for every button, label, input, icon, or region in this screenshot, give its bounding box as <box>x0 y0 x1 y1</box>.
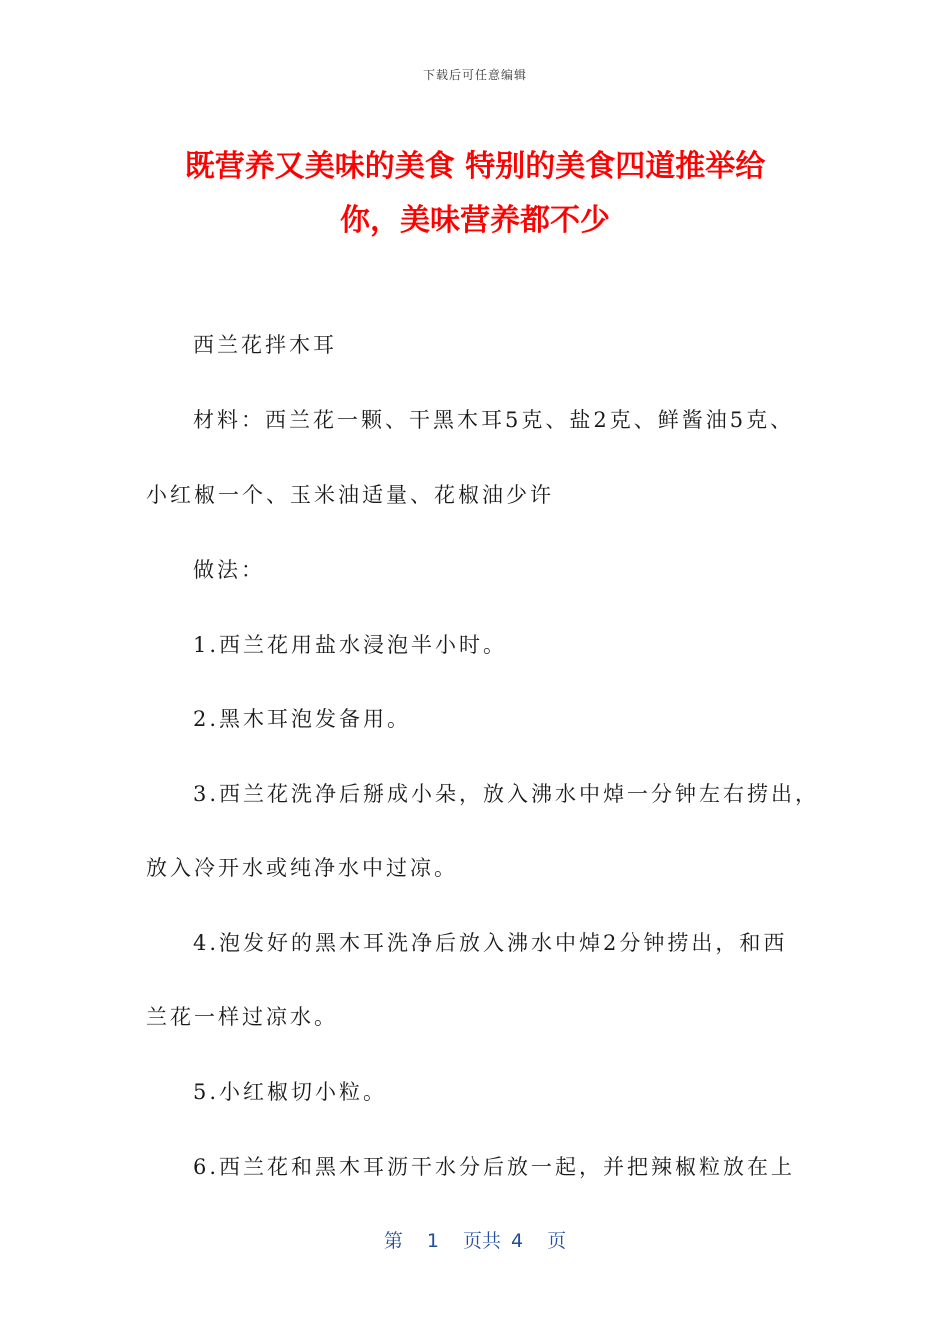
footer-total-pages: 4 <box>511 1230 524 1252</box>
step-2: 2.黑木耳泡发备用。 <box>193 707 412 731</box>
step-1: 1.西兰花用盐水浸泡半小时。 <box>193 633 508 657</box>
method-label: 做法： <box>193 558 265 582</box>
step-3-line-1: 3.西兰花洗净后掰成小朵，放入沸水中焯一分钟左右捞出， <box>193 782 820 806</box>
page-footer <box>0 1226 950 1253</box>
footer-suffix: 页 <box>547 1230 567 1252</box>
footer-current-page: 1 <box>426 1230 439 1252</box>
document-title <box>130 140 820 248</box>
footer-middle: 页共 <box>462 1230 501 1252</box>
step-5: 5.小红椒切小粒。 <box>193 1080 388 1104</box>
title-line-2: 你，美味营养都不少 <box>340 203 610 238</box>
header-note: 下载后可任意编辑 <box>422 68 527 82</box>
step-4-line-2: 兰花一样过凉水。 <box>146 1005 338 1029</box>
step-3-line-2: 放入冷开水或纯净水中过凉。 <box>146 856 458 880</box>
materials-line-1: 材料：西兰花一颗、干黑木耳5克、盐2克、鲜酱油5克、 <box>193 408 795 432</box>
footer-prefix: 第 <box>383 1230 403 1252</box>
step-6-line-1: 6.西兰花和黑木耳沥干水分后放一起，并把辣椒粒放在上 <box>193 1155 796 1179</box>
step-4-line-1: 4.泡发好的黑木耳洗净后放入沸水中焯2分钟捞出，和西 <box>193 931 788 955</box>
title-line-1: 既营养又美味的美食 特别的美食四道推举给 <box>184 149 766 184</box>
dish-name: 西兰花拌木耳 <box>193 333 337 357</box>
materials-line-2: 小红椒一个、玉米油适量、花椒油少许 <box>146 483 554 507</box>
